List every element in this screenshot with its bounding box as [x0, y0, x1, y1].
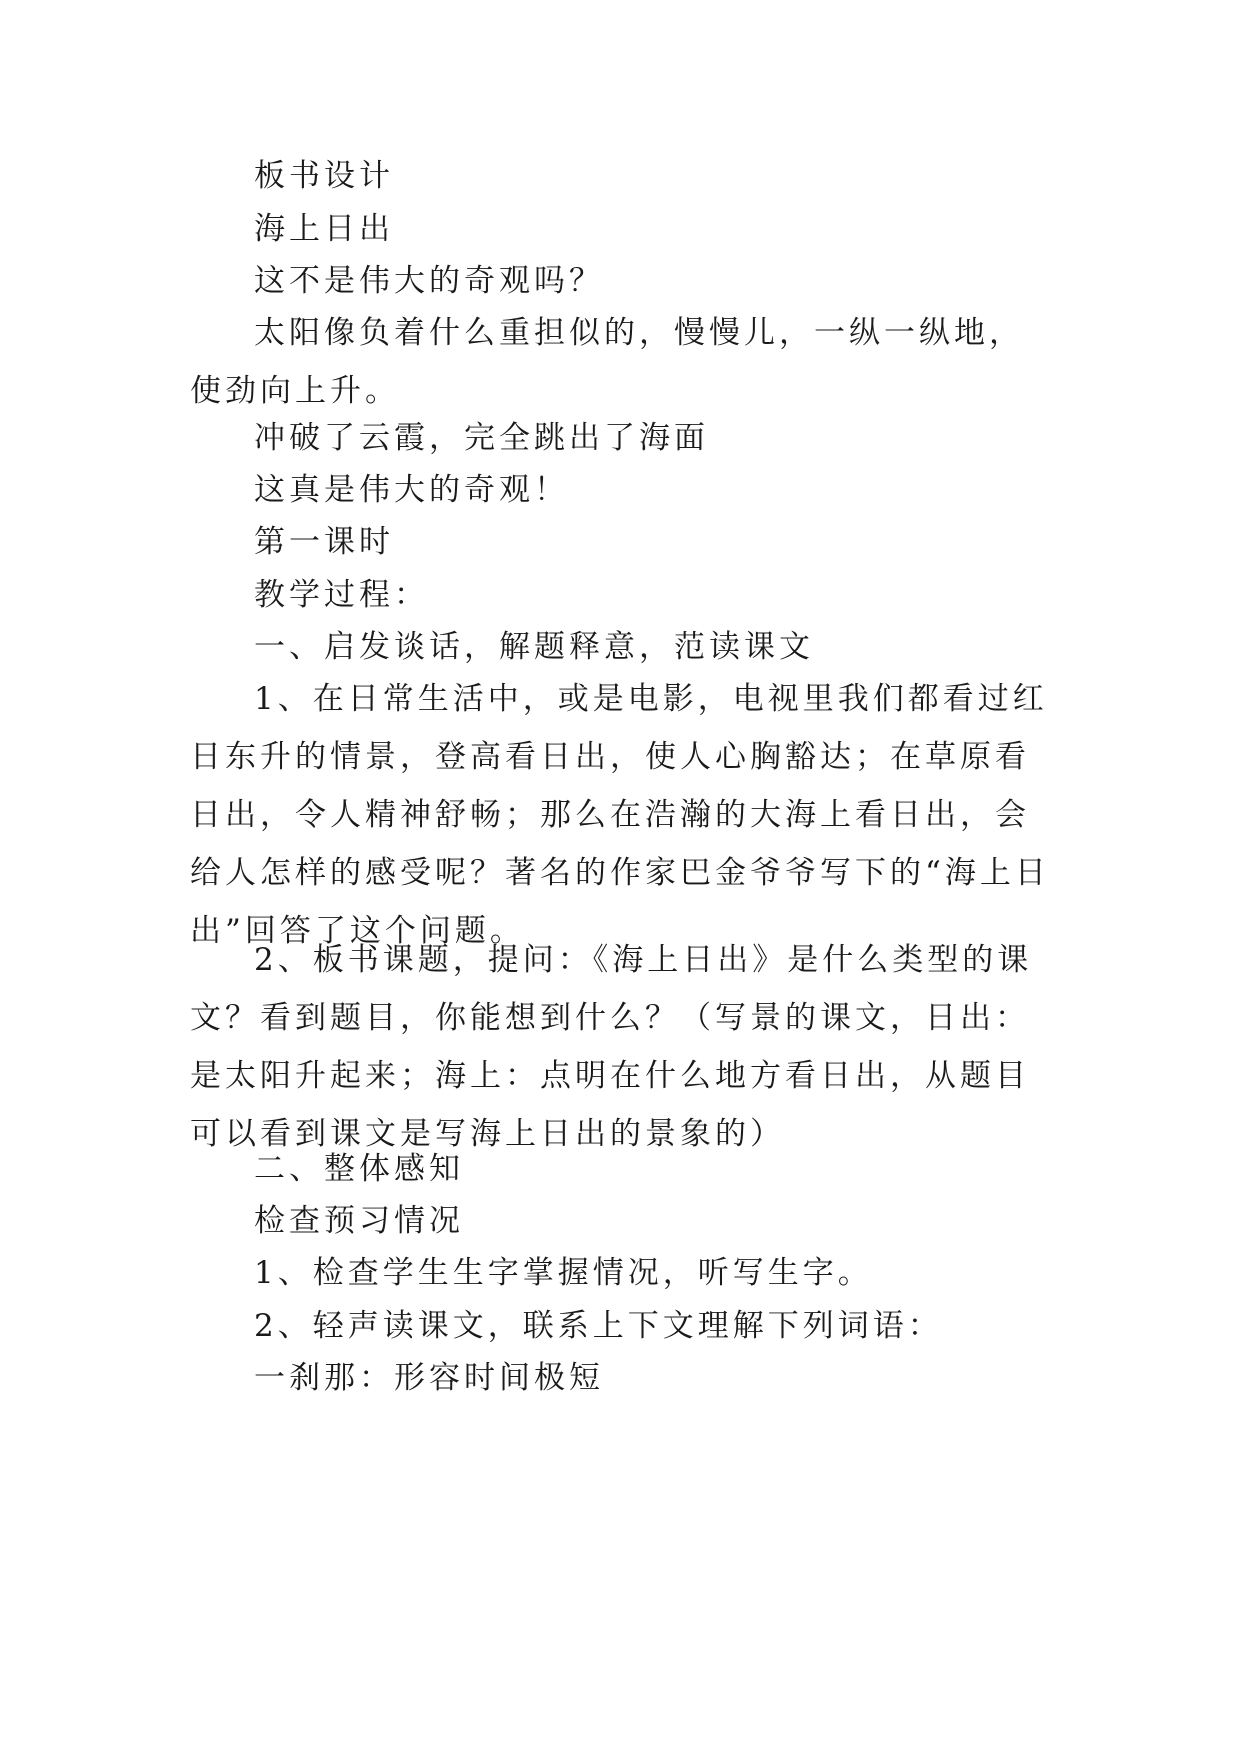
sub-heading: 检查预习情况 — [254, 1203, 464, 1239]
section-heading-first-lesson: 第一课时 — [254, 524, 394, 560]
board-line: 冲破了云霞，完全跳出了海面 — [254, 420, 709, 456]
board-line: 太阳像负着什么重担似的，慢慢儿，一纵一纵地，使劲向上升。 — [190, 315, 1024, 409]
heading-board-design: 板书设计 — [254, 158, 394, 194]
board-line: 这真是伟大的奇观！ — [254, 472, 569, 508]
list-item: 1、检查学生生字掌握情况，听写生字。 — [254, 1255, 873, 1291]
body-paragraph: 1、在日常生活中，或是电影，电视里我们都看过红日东升的情景，登高看日出，使人心胸豁达；在草原看日出，令人精神舒畅；那么在浩瀚的大海上看日出，会给人怎样的感受呢？著名的作家巴金爷爷写下的“海上日出”回答了这个问题。 — [190, 681, 1050, 949]
section-heading-process: 教学过程： — [254, 577, 429, 613]
list-item: 2、轻声读课文，联系上下文理解下列词语： — [254, 1308, 943, 1344]
body-paragraph: 2、板书课题，提问：《海上日出》是什么类型的课文？看到题目，你能想到什么？（写景的课文，日出：是太阳升起来；海上：点明在什么地方看日出，从题目可以看到课文是写海上日出的景象的） — [190, 942, 1033, 1152]
board-title: 海上日出 — [254, 211, 394, 247]
board-line: 这不是伟大的奇观吗？ — [254, 263, 604, 299]
step-heading: 二、整体感知 — [254, 1151, 464, 1187]
definition-line: 一刹那：形容时间极短 — [254, 1360, 604, 1396]
step-heading: 一、启发谈话，解题释意，范读课文 — [254, 629, 814, 665]
